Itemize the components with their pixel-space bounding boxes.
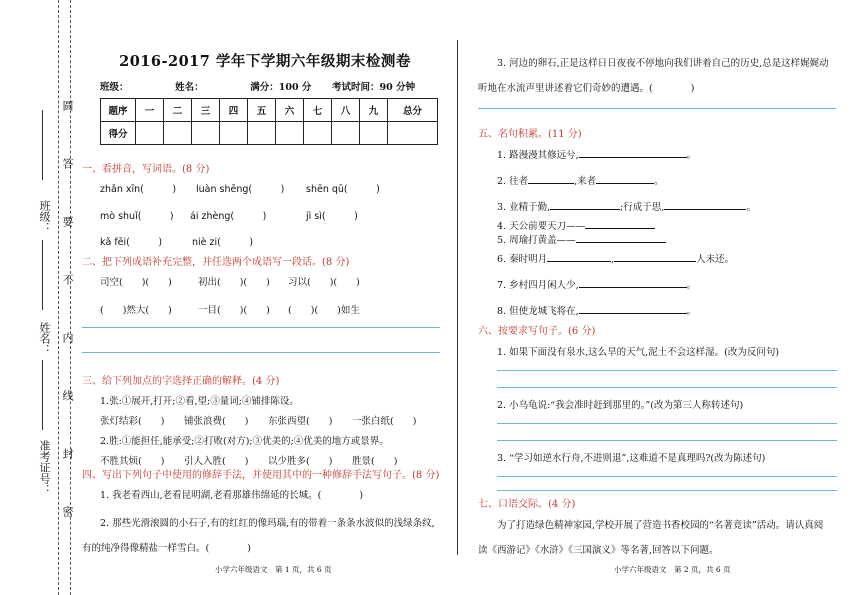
score-header-row	[101, 99, 438, 122]
definition-text: 1.张:①展开,打开;②看,望;③量词;④铺排陈设。	[100, 396, 299, 407]
score-cell: 八	[332, 99, 360, 122]
question-text: 3. “学习如逆水行舟,不进则退”,这难道不是真理吗?(改为陈述句)	[497, 453, 766, 464]
pinyin-item: ái zhèng( )	[190, 211, 267, 222]
quote-item: 3. 业精于勤, ;行成于思, 。	[497, 199, 756, 213]
question-text: 1. 如果下面没有泉水,这么旱的天气,泥土不会这样湿。(改为反问句)	[497, 347, 780, 358]
footer-right: 小学六年级语文 第 2 页，共 6 页	[614, 565, 731, 574]
choice-item: 不胜其烦( )	[100, 456, 165, 467]
score-input[interactable]	[192, 122, 220, 145]
score-input[interactable]	[164, 122, 192, 145]
seal-char: 密	[61, 506, 74, 517]
section-4-title: 四、写出下列句子中使用的修辞手法，并使用其中的一种修辞手法写句子。(8 分)	[82, 470, 440, 481]
choice-item: 铺张浪费( )	[184, 416, 249, 427]
pinyin-item: kǎ fēi( )	[100, 237, 163, 248]
definition-text: 2.胜:①能担任,能承受;②打败(对方);③优美的;④优美的地方或景界。	[100, 436, 389, 447]
question-text: 听地在水流声里讲述着它们奇妙的遭遇。( )	[478, 83, 695, 94]
score-input[interactable]	[248, 122, 276, 145]
pinyin-item: jì sì( )	[306, 211, 358, 222]
seal-char: 封	[61, 448, 74, 459]
quote-item: 8. 但使龙城飞将在, 。	[497, 303, 696, 317]
score-cell: 九	[360, 99, 388, 122]
seal-char: 线	[61, 390, 74, 401]
choice-item: 东张西望( )	[268, 416, 333, 427]
answer-line[interactable]	[497, 440, 837, 441]
section-5-title: 五、名句积累。(11 分)	[478, 129, 582, 140]
answer-line[interactable]	[478, 108, 836, 109]
seal-char: 内	[61, 332, 74, 343]
score-cell: 一	[136, 99, 164, 122]
answer-line[interactable]	[497, 370, 837, 371]
score-cell: 四	[220, 99, 248, 122]
question-text: 2. 小乌龟说:“我会准时赶到那里的。”(改为第三人称转述句)	[497, 400, 744, 411]
score-value-row	[101, 122, 438, 145]
quote-item: 5. 周瑜打黄盖——	[497, 232, 666, 246]
footer-left: 小学六年级语文 第 1 页，共 6 页	[215, 565, 332, 574]
quote-item: 4. 天公前要天刀——	[497, 218, 655, 232]
score-cell: 二	[164, 99, 192, 122]
name-line	[42, 360, 43, 430]
name-label: 姓名：	[38, 322, 51, 355]
choice-item: 张灯结彩( )	[100, 416, 165, 427]
seal-char: 要	[61, 216, 74, 227]
section-6-title: 六、按要求写句子。(6 分)	[478, 326, 596, 337]
answer-line[interactable]	[497, 476, 837, 477]
exam-meta	[100, 79, 415, 93]
score-input[interactable]	[388, 122, 438, 145]
idiom-item: ( )( )如生	[288, 305, 360, 316]
score-input[interactable]	[276, 122, 304, 145]
pinyin-item: shēn qū( )	[306, 184, 380, 195]
section-3-title: 三、给下列加点的字选择正确的解释。(4 分)	[82, 376, 280, 387]
score-row-label: 得分	[101, 122, 136, 145]
score-cell: 五	[248, 99, 276, 122]
answer-line[interactable]	[82, 327, 440, 328]
score-input[interactable]	[332, 122, 360, 145]
question-text: 1. 我老看西山,老看昆明湖,老看那雄伟绵延的长城。( )	[100, 490, 364, 501]
idiom-item: 一目( )( )	[198, 305, 270, 316]
page-title: 2016-2017 学年下学期六年级期末检测卷	[119, 53, 411, 70]
score-cell: 七	[304, 99, 332, 122]
score-input[interactable]	[304, 122, 332, 145]
section-2-title: 二、把下列成语补充完整，并任选两个成语写一段话。(8 分)	[82, 257, 350, 268]
seal-char: 不	[61, 274, 74, 285]
answer-line[interactable]	[497, 423, 837, 424]
pinyin-item: zhǎn xīn( )	[100, 184, 177, 195]
meta-class: 班级：	[100, 82, 129, 93]
idiom-item: 司空( )( )	[100, 277, 172, 288]
class-line	[42, 240, 43, 310]
question-text: 3. 河边的卵石,正是这样日日夜夜不停地向我们讲着自己的历史,总是这样娓娓动	[497, 58, 829, 69]
class-label: 班级：	[38, 200, 51, 233]
pinyin-item: mò shuǐ( )	[100, 211, 174, 222]
meta-time: 考试时间：90 分钟	[332, 82, 416, 93]
answer-line[interactable]	[497, 490, 837, 491]
score-cell: 总分	[388, 99, 438, 122]
choice-item: 胜景( )	[352, 456, 398, 467]
paragraph: 读《西游记》《水浒》《三国演义》等名著,回答以下问题。	[478, 545, 719, 556]
pinyin-item: luàn shēng( )	[196, 184, 285, 195]
question-text: 2. 那些光滑滚圆的小石子,有的红红的像玛瑙,有的带着一条条水波似的浅绿条纹,	[100, 518, 435, 529]
exam-no-label: 准考证号：	[38, 440, 51, 495]
score-cell: 六	[276, 99, 304, 122]
answer-line[interactable]	[497, 387, 837, 388]
idiom-item: 习以( )( )	[288, 277, 360, 288]
score-cell: 题序	[101, 99, 136, 122]
quote-item: 6. 秦时明月 , 人未还。	[497, 251, 734, 265]
section-1-title: 一、看拼音，写词语。(8 分)	[82, 164, 210, 175]
score-input[interactable]	[136, 122, 164, 145]
choice-item: 引人入胜( )	[184, 456, 249, 467]
binding-margin	[0, 0, 78, 595]
choice-item: 以少胜多( )	[268, 456, 333, 467]
seal-char: 圆	[61, 100, 74, 111]
score-table	[100, 98, 438, 145]
answer-line[interactable]	[82, 352, 440, 353]
quote-item: 7. 乡村四月闲人少, 。	[497, 277, 696, 291]
quote-item: 2. 往者 ,来者 。	[497, 173, 664, 187]
choice-item: 一张白纸( )	[352, 416, 417, 427]
page-divider	[457, 40, 458, 555]
top-line	[42, 110, 43, 180]
meta-name: 姓名：	[175, 82, 204, 93]
pinyin-item: niè zi( )	[192, 237, 254, 248]
quote-item: 1. 路漫漫其修远兮, 。	[497, 147, 696, 161]
idiom-item: ( )然大( )	[100, 305, 172, 316]
idiom-item: 初出( )( )	[198, 277, 270, 288]
meta-score: 满分：100 分	[250, 82, 312, 93]
paragraph: 为了打造绿色精神家园,学校开展了营造书香校园的“名著竟读”活动。请认真阅	[497, 520, 824, 531]
seal-char: 答	[61, 158, 74, 169]
score-input[interactable]	[360, 122, 388, 145]
question-text: 有的纯净得像精盐一样雪白。( )	[82, 543, 251, 554]
score-input[interactable]	[220, 122, 248, 145]
score-cell: 三	[192, 99, 220, 122]
section-7-title: 七、口语交际。(4 分)	[478, 499, 576, 510]
